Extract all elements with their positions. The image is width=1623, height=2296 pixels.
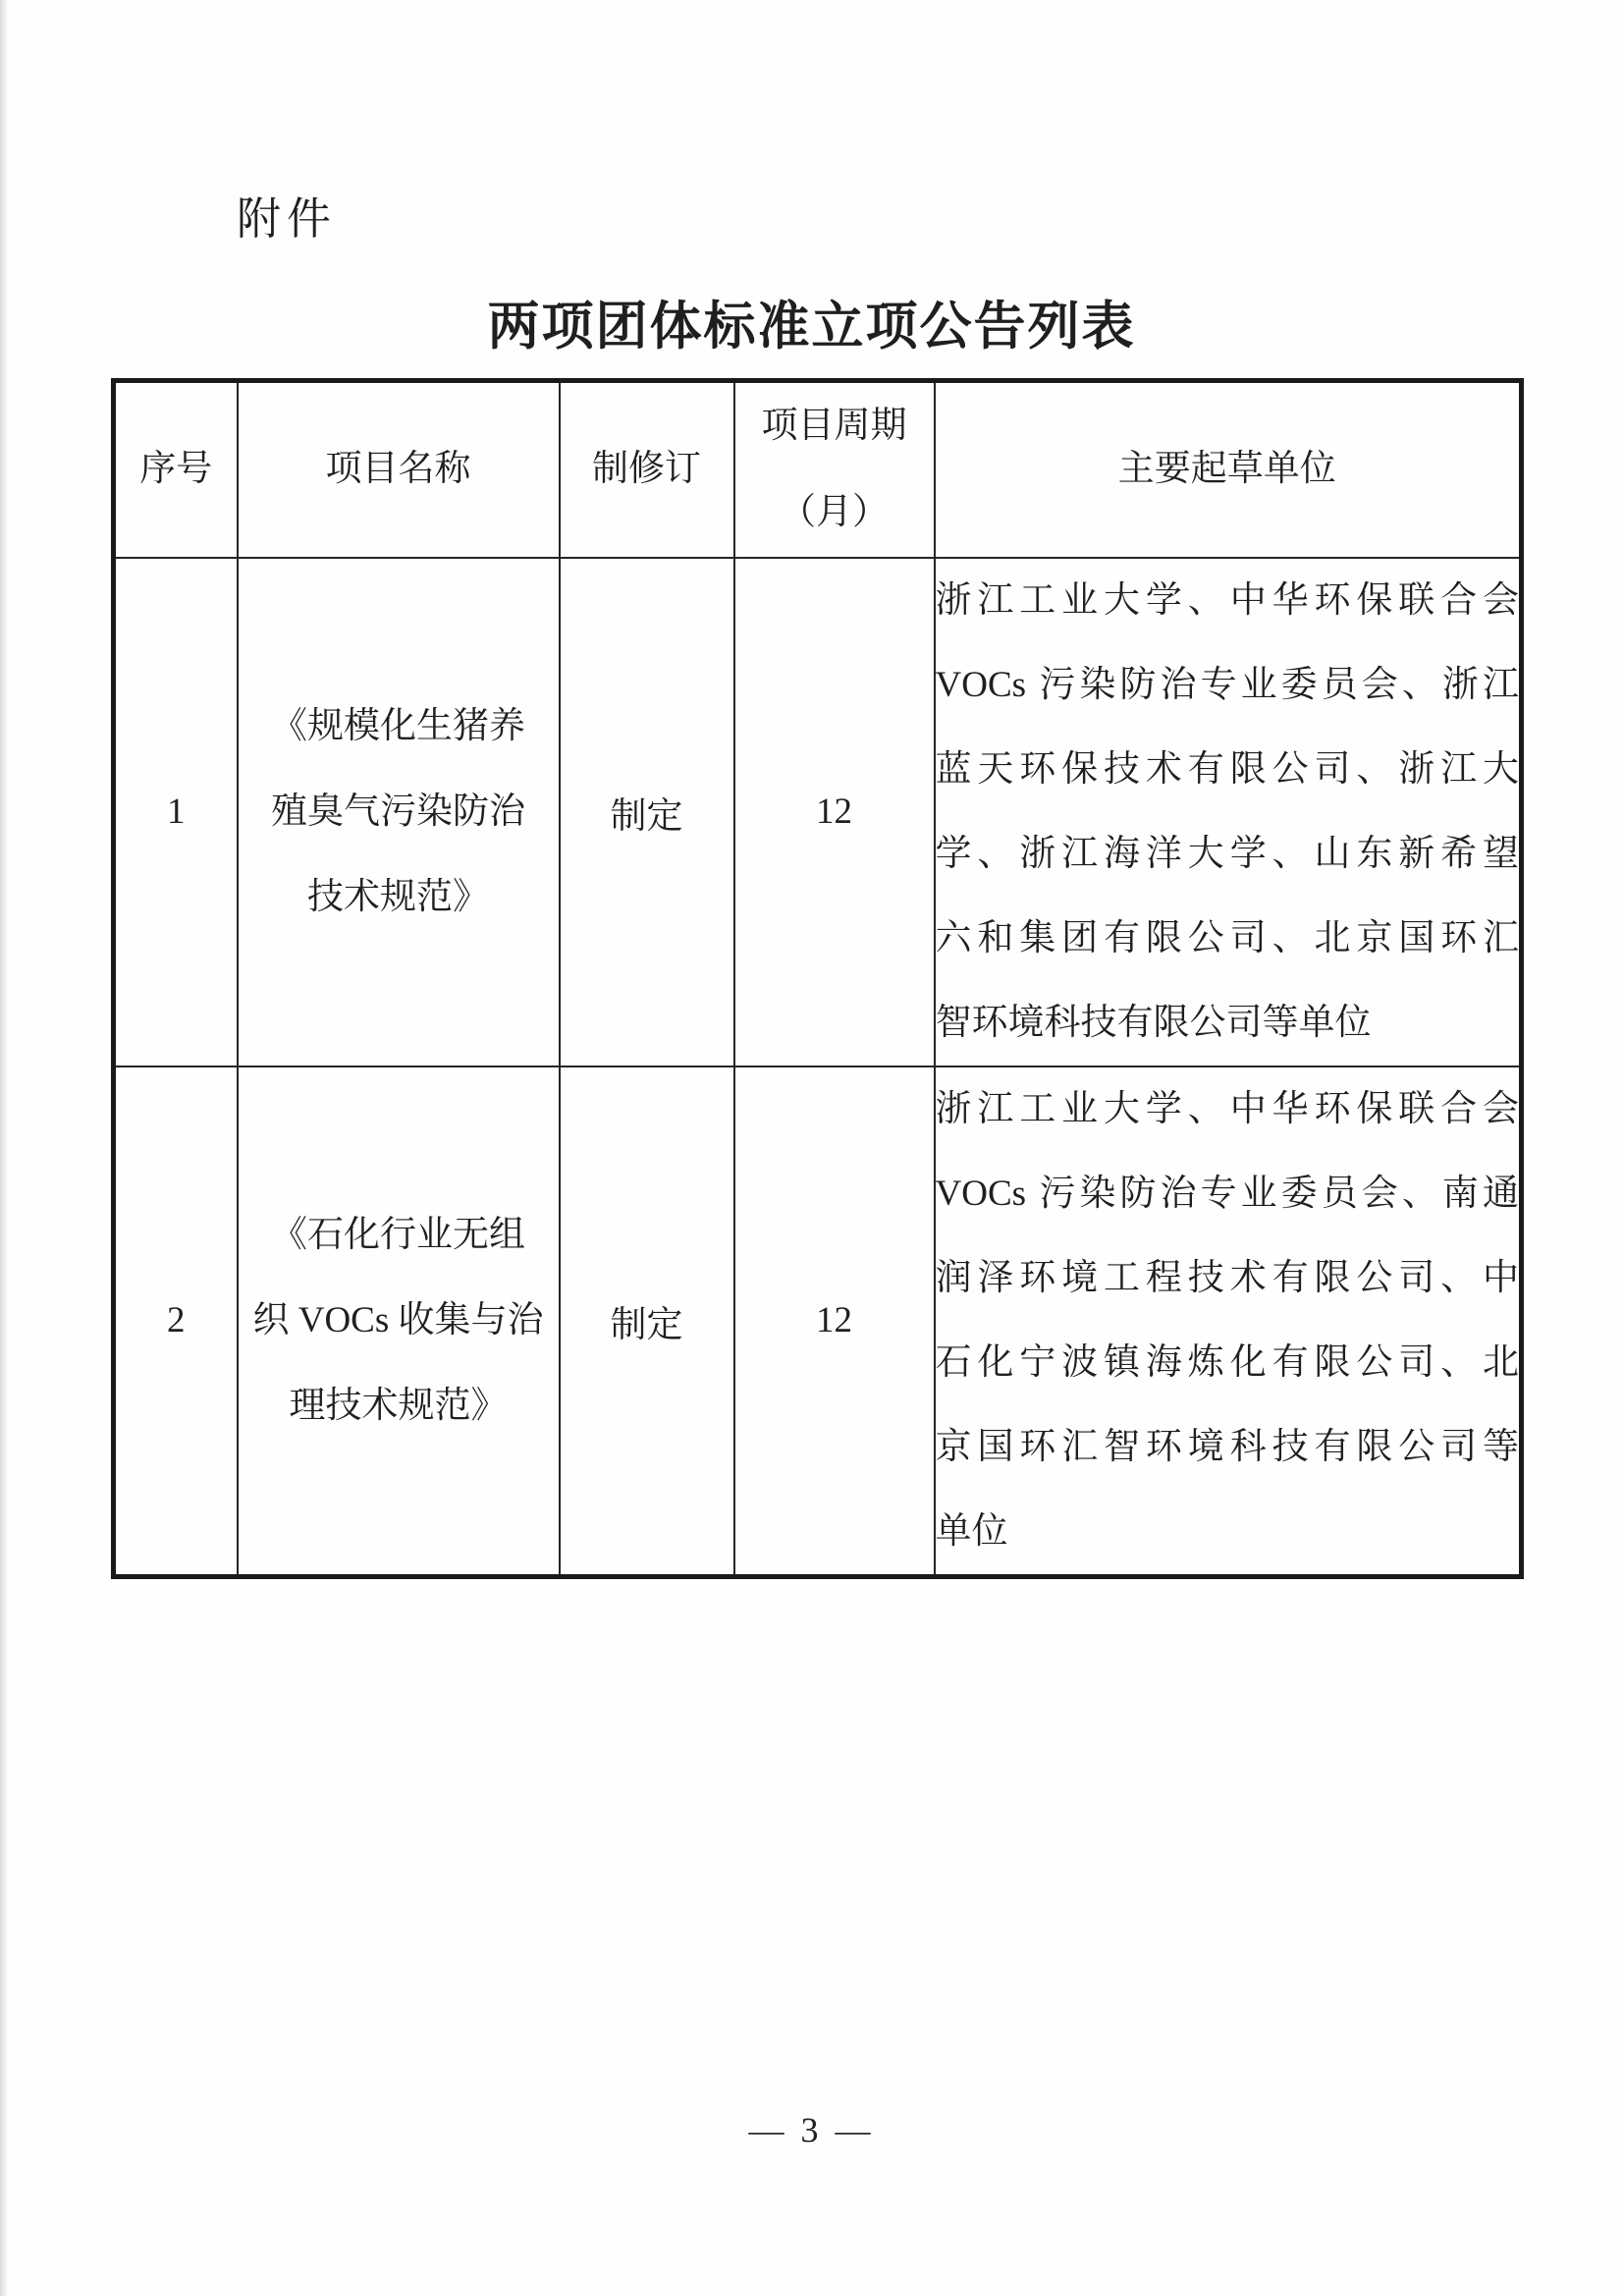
row1-project-name-line: 殖臭气污染防治 — [271, 792, 525, 832]
row2-project-name-line: 《石化行业无组 — [271, 1215, 525, 1255]
row1-project-name — [238, 558, 560, 1066]
col-header-revision: 制修订 — [560, 381, 734, 558]
row1-drafters-line: 六和集团有限公司、北京国环汇 — [935, 917, 1519, 958]
row2-revision: 制定 — [560, 1066, 734, 1577]
row1-index: 1 — [114, 558, 238, 1066]
row2-drafters-line: 单位 — [935, 1510, 1008, 1552]
row1-drafters-line: 智环境科技有限公司等单位 — [935, 1002, 1372, 1043]
row2-drafters — [935, 1066, 1522, 1577]
row2-index: 2 — [114, 1066, 238, 1577]
row1-project-name-line: 《规模化生猪养 — [271, 706, 525, 746]
row2-drafters-line: 石化宁波镇海炼化有限公司、北 — [935, 1341, 1519, 1383]
page-title: 两项团体标准立项公告列表 — [487, 299, 1136, 355]
col-header-period — [734, 381, 935, 558]
col-header-period-line1: 项目周期 — [761, 406, 907, 447]
row1-drafters — [935, 558, 1522, 1066]
col-header-project-name: 项目名称 — [238, 381, 560, 558]
row1-revision: 制定 — [560, 558, 734, 1066]
table-container — [111, 378, 1524, 1579]
row2-drafters-line: VOCs 污染防治专业委员会、南通 — [935, 1173, 1519, 1214]
attachment-label: 附件 — [237, 194, 338, 244]
row2-drafters-line: 润泽环境工程技术有限公司、中 — [935, 1257, 1519, 1298]
table-header-row — [114, 381, 1522, 558]
table-row — [114, 558, 1522, 1066]
col-header-period-line2: （月） — [780, 492, 889, 533]
row1-drafters-line: 学、浙江海洋大学、山东新希望 — [935, 833, 1519, 874]
row1-drafters-line: VOCs 污染防治专业委员会、浙江 — [935, 664, 1519, 705]
row1-period: 12 — [734, 558, 935, 1066]
row2-drafters-line: 浙江工业大学、中华环保联合会 — [935, 1088, 1519, 1129]
row2-project-name-line: 理技术规范》 — [289, 1386, 508, 1426]
row1-drafters-line: 浙江工业大学、中华环保联合会 — [935, 579, 1519, 621]
col-header-index: 序号 — [114, 381, 238, 558]
col-header-drafters: 主要起草单位 — [935, 381, 1522, 558]
row2-project-name-line: 织 VOCs 收集与治 — [252, 1300, 544, 1340]
row2-project-name — [238, 1066, 560, 1577]
row1-drafters-line: 蓝天环保技术有限公司、浙江大 — [935, 748, 1519, 790]
row2-period: 12 — [734, 1066, 935, 1577]
page-number: — 3 — — [748, 2110, 875, 2150]
table-row — [114, 1066, 1522, 1577]
row2-drafters-line: 京国环汇智环境科技有限公司等 — [935, 1426, 1519, 1467]
row1-project-name-line: 技术规范》 — [307, 877, 489, 917]
standards-table — [111, 378, 1524, 1579]
